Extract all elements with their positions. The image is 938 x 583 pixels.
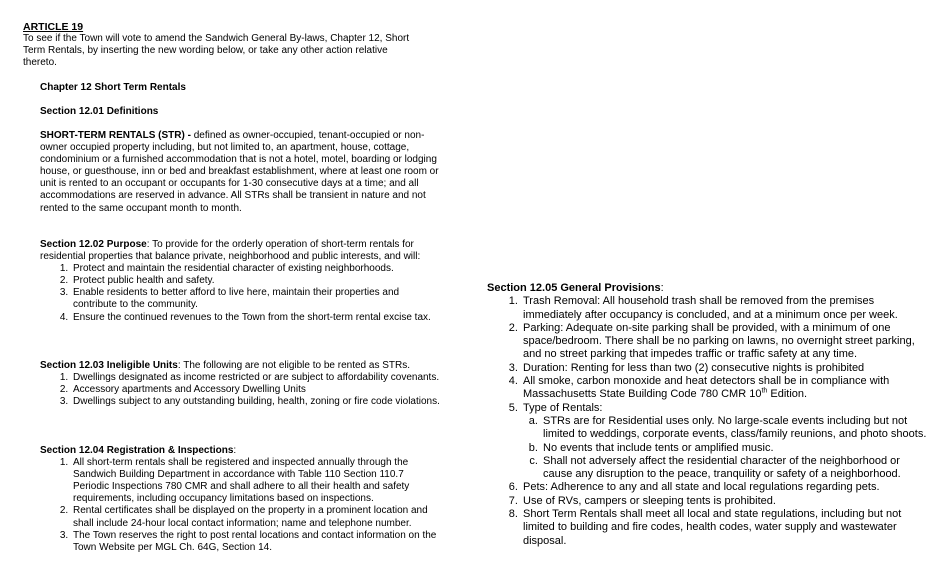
- list-item: 8. Short Term Rentals shall meet all local and state regulations, including but not limited to building and fire codes, health codes, water supply and wastewater disposal.: [521, 508, 927, 548]
- list-item: 1. Trash Removal: All household trash shall be removed from the premises immediately after occupancy is concluded, and at a minimum once per week.: [521, 295, 927, 322]
- sub-list-item: c. Shall not adversely affect the residential character of the neighborhood or cause any disruption to the peace, tranquility or safety of a neighborhood.: [541, 455, 927, 482]
- list-item: [521, 375, 927, 402]
- section-12-03-heading: Section 12.03 Ineligible Units: [40, 360, 178, 371]
- section-12-01-definition: [40, 130, 440, 215]
- section-12-04-heading: Section 12.04 Registration & Inspections: [40, 445, 234, 456]
- list-item: 1. All short-term rentals shall be registered and inspected annually through the Sandwich Building Department in accordance with Table 110 Section 110.7 Periodic Inspections 780 CMR and shall adhere to all their health and safety requirements, including occupancy limitations based on inspections.: [71, 457, 440, 505]
- str-term: SHORT-TERM RENTALS (STR) -: [40, 130, 191, 141]
- section-12-03-list: [40, 372, 440, 408]
- section-12-01-heading: Section 12.01 Definitions: [40, 106, 159, 117]
- list-item: 2. Rental certificates shall be displayed on the property in a prominent location and shall include 24-hour local contact information; name and telephone number.: [71, 505, 440, 529]
- section-12-04-text: :: [233, 445, 237, 456]
- sub-list-item: b. No events that include tents or amplified music.: [541, 442, 927, 455]
- section-12-02: [40, 239, 440, 324]
- section-12-04: [40, 445, 440, 554]
- list-item: 1. Dwellings designated as income restricted or are subject to affordability covenants.: [71, 372, 440, 384]
- section-12-05-list: [487, 295, 927, 548]
- list-item: 7. Use of RVs, campers or sleeping tents is prohibited.: [521, 495, 927, 508]
- str-definition-text: defined as owner-occupied, tenant-occupied or non-owner occupied property including, but not limited to, an apartment, house, cottage, condominium or a furnished accommodation that is not a hotel, motel, boarding or lodging house, or guesthouse, inn or bed and breakfast establishment, where at least one room or unit is rented to an occupant or occupants for 1-30 consecutive days at a time; and all accommodations are reserved in advance. All STRs shall be transient in nature and not rented to the same occupant month to month.: [40, 130, 439, 214]
- list-item: 2. Accessory apartments and Accessory Dwelling Units: [71, 384, 440, 396]
- type-of-rentals-sublist: [523, 415, 927, 481]
- section-12-02-list: [40, 263, 440, 323]
- section-12-04-list: [40, 457, 440, 554]
- sub-list-item: a. STRs are for Residential uses only. No large-scale events including but not limited to weddings, corporate events, class/family reunions, and photo shoots.: [541, 415, 927, 442]
- article-title: ARTICLE 19: [23, 21, 84, 33]
- section-12-05-heading: Section 12.05 General Provisions: [487, 282, 661, 294]
- edition-superscript: th: [761, 387, 768, 395]
- list-item: 6. Pets: Adherence to any and all state and local regulations regarding pets.: [521, 481, 927, 494]
- section-12-05: [487, 282, 927, 548]
- list-item: 2. Protect public health and safety.: [71, 275, 440, 287]
- edition-text: Edition.: [767, 388, 808, 401]
- list-item: 4. Ensure the continued revenues to the Town from the short-term rental excise tax.: [71, 312, 440, 324]
- section-12-03: [40, 360, 440, 408]
- list-item: 3. Duration: Renting for less than two (2) consecutive nights is prohibited: [521, 362, 927, 375]
- list-item: 3. Dwellings subject to any outstanding building, health, zoning or fire code violations.: [71, 396, 440, 408]
- section-12-02-heading: Section 12.02 Purpose: [40, 239, 147, 250]
- list-item: 3. The Town reserves the right to post rental locations and contact information on the Town Website per MGL Ch. 64G, Section 14.: [71, 530, 440, 554]
- detector-text: All smoke, carbon monoxide and heat detectors shall be in compliance with Massachusetts State Building Code 780 CMR 10: [523, 375, 890, 401]
- chapter-title: Chapter 12 Short Term Rentals: [40, 82, 186, 93]
- type-of-rentals-label: Type of Rentals:: [523, 401, 603, 414]
- list-item: 2. Parking: Adequate on-site parking shall be provided, with a minimum of one space/bedroom. There shall be no parking on lawns, no overnight street parking, and no street parking that impedes traffic or traffic safety at any time.: [521, 322, 927, 362]
- list-item: 3. Enable residents to better afford to live here, maintain their properties and contribute to the community.: [71, 287, 440, 311]
- section-12-05-text: :: [660, 282, 664, 294]
- section-12-03-text: : The following are not eligible to be rented as STRs.: [177, 360, 410, 371]
- article-intro: To see if the Town will vote to amend the Sandwich General By-laws, Chapter 12, Short Term Rentals, by inserting the new wording below, or take any other action relative thereto.: [23, 33, 410, 68]
- list-item: 1. Protect and maintain the residential character of existing neighborhoods.: [71, 263, 440, 275]
- section-12-02-text: : To provide for the orderly operation of short-term rentals for residential properties that balance private, neighborhood and public interests, and will:: [40, 239, 421, 263]
- list-item: [521, 402, 927, 482]
